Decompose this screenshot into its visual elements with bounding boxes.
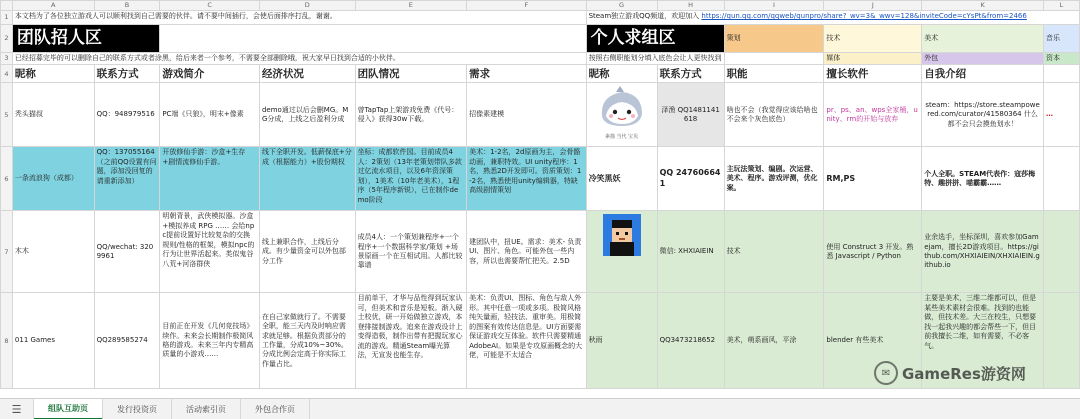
table-cell[interactable]: QQ/wechat: 3209961 xyxy=(94,211,160,293)
shark-cat-avatar xyxy=(596,86,648,140)
channel-notice-text: Steam独立游戏QQ频道，欢迎加入 xyxy=(588,12,700,20)
header-software[interactable]: 擅长软件 xyxy=(824,65,922,83)
team-recruit-title[interactable]: 团队招人区 xyxy=(12,25,159,53)
header-nickname[interactable]: 昵称 xyxy=(12,65,94,83)
sheet-row-3 xyxy=(1,53,1080,65)
table-cell[interactable]: 业余选手，坐标深圳，喜欢参加Gamejam，擅长2D游戏项目。https://github.com/XHXIAIEIN/XHXIAIEIN.github.io xyxy=(922,211,1044,293)
sheet-tab-bar xyxy=(0,398,1080,419)
row-header-5[interactable]: 5 xyxy=(1,83,13,147)
column-header-g[interactable]: G xyxy=(586,1,657,11)
table-cell[interactable]: 目前单干，才华与品性得到玩家认可，但美术和音乐是短板。渐入硬土校优，研一开始做独立游戏，本登排接制游戏。追来在游戏设计上变得造极，制作出带有把握玩家心流的游戏。精通Steam曝光算法，无宣发也能生存。 xyxy=(355,293,467,389)
header-self-intro[interactable]: 自我介绍 xyxy=(922,65,1044,83)
tab-publish-invest[interactable]: 发行投资页 xyxy=(103,399,172,419)
empty-cell[interactable] xyxy=(160,25,586,53)
category-capital[interactable]: 资本 xyxy=(1043,53,1079,65)
right-tip-cell[interactable]: 按照右侧职能划分填入底色会让人更快找到 xyxy=(586,53,724,65)
table-cell[interactable]: QQ：137055164（之前QQ设置有问题，添加没回复的请重新添加） xyxy=(94,147,160,211)
column-header-row xyxy=(1,1,1080,11)
table-cell[interactable]: 技术 xyxy=(724,211,824,293)
sheet-list-icon[interactable]: ☰ xyxy=(0,399,34,419)
shark-avatar-icon xyxy=(596,86,648,130)
column-header-i[interactable]: I xyxy=(724,1,824,11)
table-cell[interactable]: 开放修仙手游：沙盒+生存+剧情流修仙手游。 xyxy=(160,147,260,211)
table-cell[interactable]: 线上兼职合作，上线后分成。有少量资金可以外包部分工作 xyxy=(259,211,355,293)
qq-channel-link[interactable]: https://qun.qq.com/qqweb/qunpro/share?_wv=3&_wwv=128&inviteCode=cYsPt&from=2466 xyxy=(701,12,1027,20)
table-cell[interactable]: 美术，萌系画风，平涂 xyxy=(724,293,824,389)
header-needs[interactable]: 需求 xyxy=(467,65,586,83)
table-cell[interactable]: 坐标：成都软件园。目前成员4人：2策划（13年老策划带队多款过亿流水项目，以及6年资深策划），1美术（10年老美术），1程序（5年程序新锐），已在制作demo阶段 xyxy=(355,147,467,211)
table-cell[interactable]: PC端《只狼》，明末+像素 xyxy=(160,83,260,147)
table-cell[interactable]: QQ 247606641 xyxy=(657,147,724,211)
table-cell[interactable]: 使用 Construct 3 开发。熟悉 Javascript / Python xyxy=(824,211,922,293)
header-personal-nickname[interactable]: 昵称 xyxy=(586,65,657,83)
empty-cell[interactable] xyxy=(1043,211,1079,293)
empty-cell[interactable] xyxy=(1043,293,1079,389)
table-cell[interactable]: 微信: XHXIAIEIN xyxy=(657,211,724,293)
avatar-caption: 素描 当代 宝贝 xyxy=(604,133,639,140)
column-header-b[interactable]: B xyxy=(94,1,160,11)
table-cell[interactable]: 主要是美术，三维二维都可以，但是某些美术素材会很难。找到的也能做，但技术差。大三在校生，只想要找一起我兴趣的都会帮些一下，但目前我擅长二维，如有需要，不必客气。 xyxy=(922,293,1044,389)
sheet-row-2 xyxy=(1,25,1080,53)
corner-cell[interactable] xyxy=(1,1,13,11)
category-media[interactable]: 媒体 xyxy=(824,53,922,65)
header-personal-contact[interactable]: 联系方式 xyxy=(657,65,724,83)
right-notice-cell[interactable] xyxy=(586,11,1079,25)
table-cell[interactable]: 招像素建模 xyxy=(467,83,586,147)
personal-seek-title[interactable]: 个人求组区 xyxy=(586,25,724,53)
left-notice-cell[interactable]: 本文档为了各位独立游戏人可以顺利找到自己需要的伙伴。请不要中间插行，会使后面排序打乱，谢谢。 xyxy=(12,11,586,25)
table-cell[interactable]: 秃头猫叔 xyxy=(12,83,94,147)
row-header-1[interactable]: 1 xyxy=(1,11,13,25)
intro-text: steam：https://store.steampowered.com/curator/41580364 什么都不会只会摸鱼划水！ xyxy=(925,100,1040,128)
sheet-row-5 xyxy=(1,83,1080,147)
tab-team-help[interactable]: 组队互助页 xyxy=(34,399,103,419)
category-art[interactable]: 美术 xyxy=(922,25,1044,53)
table-cell[interactable]: 个人全职。STEAM代表作：寇莎梅特、趣拼拼、喵霸霸…… xyxy=(922,147,1044,211)
avatar-cell[interactable] xyxy=(586,83,657,147)
wechat-icon: ✉ xyxy=(874,361,898,385)
header-team[interactable]: 团队情况 xyxy=(355,65,467,83)
overflow-char: … xyxy=(1045,110,1053,119)
table-cell[interactable]: 泽渔 QQ1481141618 xyxy=(657,83,724,147)
column-header-d[interactable]: D xyxy=(259,1,355,11)
row-header-7[interactable]: 7 xyxy=(1,211,13,293)
column-header-k[interactable]: K xyxy=(922,1,1044,11)
pixel-person-icon xyxy=(603,214,641,256)
table-cell[interactable]: 在自己家做就行了。不需要全职，能三天内及时响应需求就足够。根据负责部分的工作量，分成10%~30%。分成比例会定高于你实际工作量占比。 xyxy=(259,293,355,389)
table-cell[interactable]: blender 有些美术 xyxy=(824,293,922,389)
sheet-row-4 xyxy=(1,65,1080,83)
column-header-h[interactable]: H xyxy=(657,1,724,11)
tab-outsource[interactable]: 外包合作页 xyxy=(241,399,310,419)
table-cell[interactable]: 一条流浪狗（成都） xyxy=(12,147,94,211)
avatar-cell[interactable] xyxy=(586,211,657,293)
header-game-intro[interactable]: 游戏简介 xyxy=(160,65,260,83)
header-contact[interactable]: 联系方式 xyxy=(94,65,160,83)
column-header-f[interactable]: F xyxy=(467,1,586,11)
table-cell[interactable]: 建团队中，扭UE。需求：美术- 负责UI、图片、角色。可能外包一些内容，所以也需要帮忙把关。2.5D xyxy=(467,211,586,293)
column-header-l[interactable]: L xyxy=(1043,1,1079,11)
table-cell[interactable]: 线下全职开发。低薪保底+分成（根据能力）+股份期权 xyxy=(259,147,355,211)
row-header-8[interactable]: 8 xyxy=(1,293,13,389)
left-tip-cell[interactable]: 已经招募完毕的可以删除自己的联系方式或者涂黑，给后来者一个参考，不需要全部删除哦，祝大家早日找到合适的小伙伴。 xyxy=(12,53,586,65)
table-cell[interactable]: QQ3473218652 xyxy=(657,293,724,389)
empty-cell[interactable] xyxy=(1043,83,1079,147)
table-cell[interactable]: 主玩法策划、编剧。次运营、美术、程序。游戏评测，优化案。 xyxy=(724,147,824,211)
table-cell[interactable]: 曾TapTap上架游戏免费《代号：侵入》获得30w下载。 xyxy=(355,83,467,147)
table-cell[interactable]: 冷笑黑妖 xyxy=(586,147,657,211)
table-cell[interactable]: 啥也不会（我觉得应该给啥也不会来个灰色底色） xyxy=(724,83,824,147)
self-intro-cell[interactable] xyxy=(922,83,1044,147)
sheet-row-1 xyxy=(1,11,1080,25)
header-role[interactable]: 职能 xyxy=(724,65,824,83)
table-cell[interactable]: 明朝背景，武侠模拟器。沙盒+模拟养成 RPG …… 会给npc提前设置好比较复杂的交换规则/性格的框架，模拟npc的行为让世界活起来。类似鬼谷八荒+河洛群侠 xyxy=(160,211,260,293)
row-header-6[interactable]: 6 xyxy=(1,147,13,211)
table-cell[interactable]: 011 Games xyxy=(12,293,94,389)
empty-cell[interactable] xyxy=(1043,65,1079,83)
category-music[interactable]: 音乐 xyxy=(1043,25,1079,53)
pixel-avatar xyxy=(603,214,641,256)
tab-event-index[interactable]: 活动索引页 xyxy=(172,399,241,419)
watermark xyxy=(874,361,1026,385)
category-tech[interactable]: 技术 xyxy=(824,25,922,53)
row-header-4[interactable]: 4 xyxy=(1,65,13,83)
table-cell[interactable]: QQ289585274 xyxy=(94,293,160,389)
table-cell[interactable]: 美术：1-2名，2d原画为主，会骨骼动画，兼职特效。UI unity程序：1名，熟悉2D开发即可。资质策划：1-2名，熟悉使用unity编辑器，特缺高级剧情策划 xyxy=(467,147,586,211)
empty-cell[interactable] xyxy=(1043,147,1079,211)
column-header-c[interactable]: C xyxy=(160,1,260,11)
table-cell[interactable]: demo通过以后会删MG。MG分成，上线之后盈利分成 xyxy=(259,83,355,147)
table-cell[interactable]: 目前正在开发《几何竞技场》续作。未来会长期制作极简风格的游戏。未来三年内专精高质量的小游戏…… xyxy=(160,293,260,389)
row-header-3[interactable]: 3 xyxy=(1,53,13,65)
table-cell[interactable]: 成员4人：一个策划兼程序+一个程序+一个数据科学家/策划 +场景原画一个在互相试用。人都比较靠谱 xyxy=(355,211,467,293)
category-design[interactable]: 策划 xyxy=(724,25,824,53)
table-cell[interactable]: QQ：948979516 xyxy=(94,83,160,147)
table-cell[interactable]: RM,PS xyxy=(824,147,922,211)
column-header-e[interactable]: E xyxy=(355,1,467,11)
table-cell[interactable]: 美术：负责UI、图标、角色与敌人外形。其中任意一项或多项。极简风格纯矢量画，轻技法、重审美。用极简的图案有效传达信息是。UI方面要需保证游戏交互体验。软件只需要精通AdobeAI。如果是专攻原画概念的大佬，可能是不太适合 xyxy=(467,293,586,389)
category-outsource[interactable]: 外包 xyxy=(922,53,1044,65)
header-finance[interactable]: 经济状况 xyxy=(259,65,355,83)
table-cell[interactable]: pr、ps、an、wps全家桶，unity、rm的开始与放弃 xyxy=(824,83,922,147)
column-header-j[interactable]: J xyxy=(824,1,922,11)
watermark-text: GameRes游资网 xyxy=(902,364,1026,383)
sheet-row-7 xyxy=(1,211,1080,293)
row-header-2[interactable]: 2 xyxy=(1,25,13,53)
empty-cell[interactable] xyxy=(724,53,824,65)
sheet-row-6 xyxy=(1,147,1080,211)
table-cell[interactable]: 木木 xyxy=(12,211,94,293)
column-header-a[interactable]: A xyxy=(12,1,94,11)
table-cell[interactable]: 秋雨 xyxy=(586,293,657,389)
